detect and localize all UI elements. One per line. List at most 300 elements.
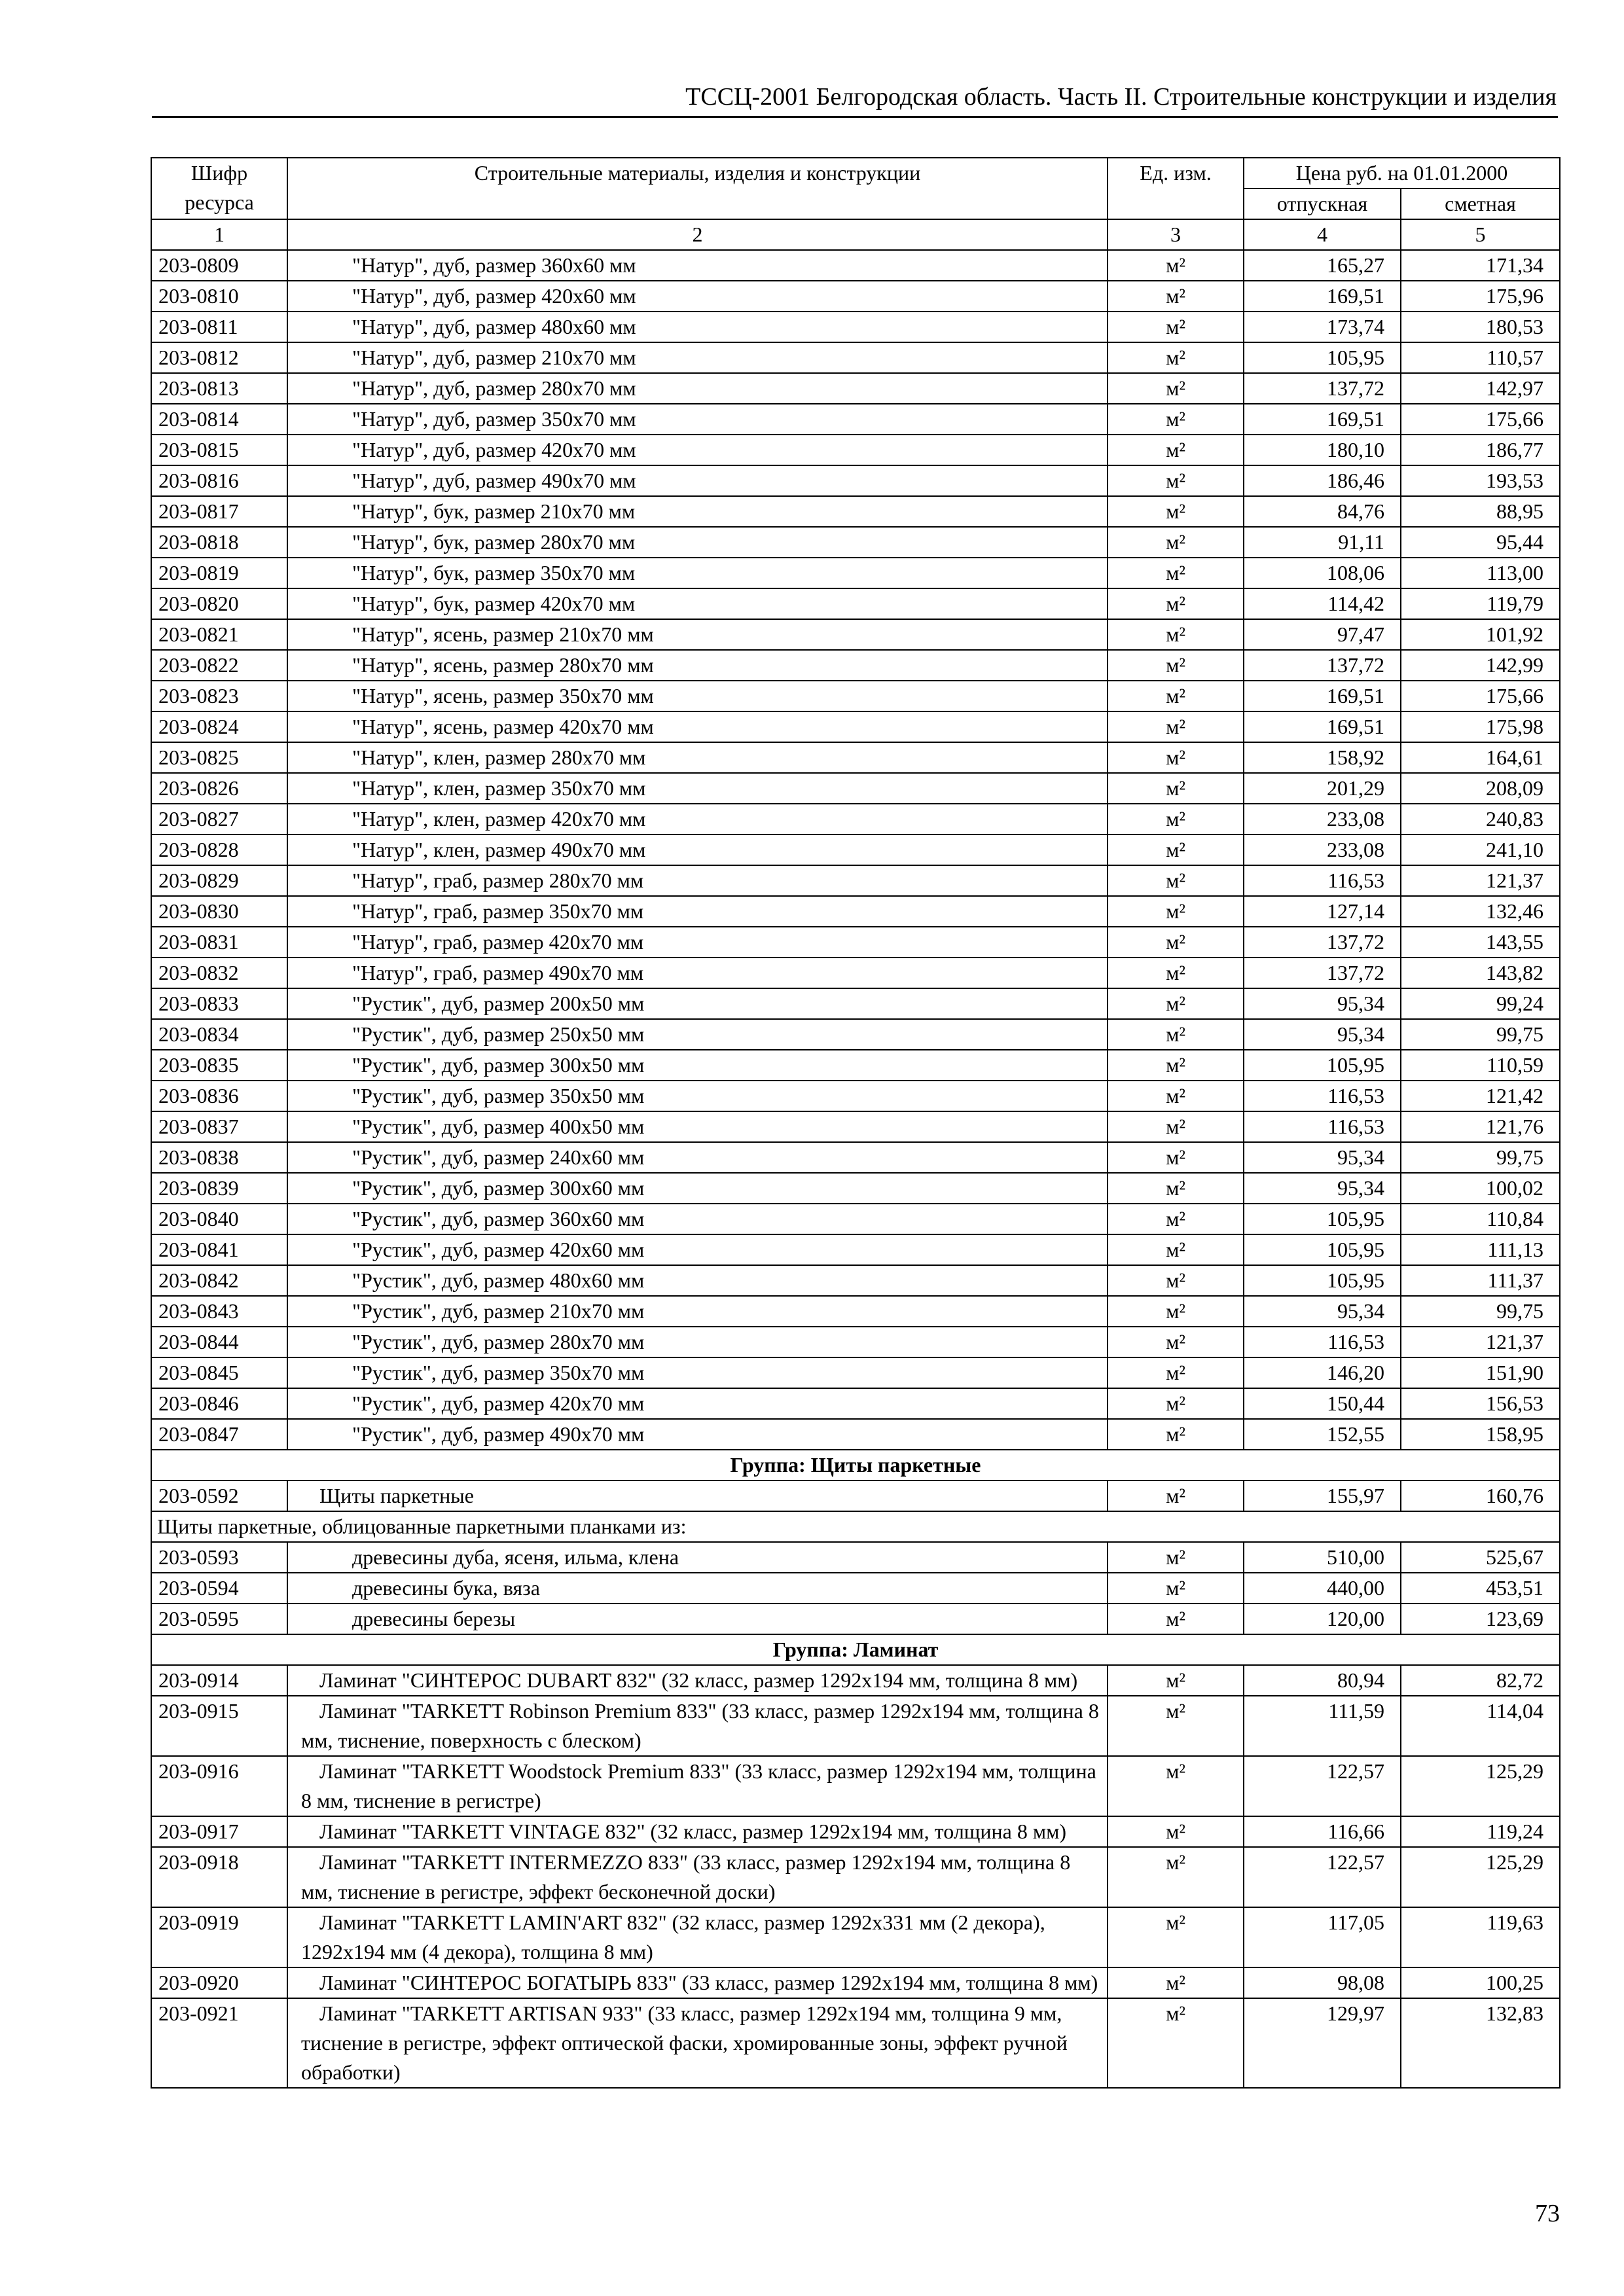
group-heading-row (151, 1450, 1560, 1480)
release-price: 122,57 (1244, 1847, 1401, 1907)
resource-code: 203-0836 (151, 1081, 287, 1111)
resource-code: 203-0846 (151, 1388, 287, 1419)
unit-cell: м² (1108, 496, 1244, 527)
table-row (151, 1696, 1560, 1756)
table-row (151, 1907, 1560, 1967)
resource-code: 203-0814 (151, 404, 287, 435)
header-unit: Ед. изм. (1108, 158, 1244, 219)
estimate-price: 241,10 (1401, 834, 1560, 865)
resource-code: 203-0921 (151, 1998, 287, 2088)
unit-cell: м² (1108, 1480, 1244, 1511)
col-number: 5 (1401, 219, 1560, 250)
table-row (151, 1388, 1560, 1419)
resource-name: "Натур", ясень, размер 420х70 мм (287, 711, 1108, 742)
table-row (151, 742, 1560, 773)
resource-code: 203-0825 (151, 742, 287, 773)
resource-code: 203-0595 (151, 1604, 287, 1634)
resource-name: "Рустик", дуб, размер 250х50 мм (287, 1019, 1108, 1050)
table-row (151, 927, 1560, 958)
resource-code: 203-0831 (151, 927, 287, 958)
resource-code: 203-0829 (151, 865, 287, 896)
release-price: 95,34 (1244, 988, 1401, 1019)
estimate-price: 100,25 (1401, 1967, 1560, 1998)
resource-name: Ламинат "СИНТЕРОС DUBART 832" (32 класс, размер 1292х194 мм, толщина 8 мм) (287, 1665, 1108, 1696)
release-price: 146,20 (1244, 1357, 1401, 1388)
unit-cell: м² (1108, 742, 1244, 773)
resource-name: "Натур", ясень, размер 210х70 мм (287, 619, 1108, 650)
table-row (151, 588, 1560, 619)
resource-name: "Натур", дуб, размер 490х70 мм (287, 465, 1108, 496)
release-price: 95,34 (1244, 1296, 1401, 1327)
unit-cell: м² (1108, 773, 1244, 804)
estimate-price: 88,95 (1401, 496, 1560, 527)
resource-name: "Натур", бук, размер 350х70 мм (287, 558, 1108, 588)
unit-cell: м² (1108, 1665, 1244, 1696)
table-row (151, 558, 1560, 588)
resource-code: 203-0822 (151, 650, 287, 681)
group-heading-row (151, 1634, 1560, 1665)
resource-name: "Натур", дуб, размер 280х70 мм (287, 373, 1108, 404)
table-row (151, 1998, 1560, 2088)
estimate-price: 160,76 (1401, 1480, 1560, 1511)
resource-code: 203-0837 (151, 1111, 287, 1142)
unit-cell: м² (1108, 988, 1244, 1019)
resource-code: 203-0812 (151, 342, 287, 373)
header-code: Шифр ресурса (151, 158, 287, 219)
table-row (151, 281, 1560, 312)
resource-code: 203-0840 (151, 1204, 287, 1234)
resource-code: 203-0809 (151, 250, 287, 281)
resource-code: 203-0828 (151, 834, 287, 865)
resource-name: "Натур", клен, размер 280х70 мм (287, 742, 1108, 773)
unit-cell: м² (1108, 1388, 1244, 1419)
estimate-price: 158,95 (1401, 1419, 1560, 1450)
price-table-body (151, 158, 1560, 2088)
unit-cell: м² (1108, 281, 1244, 312)
resource-name: "Рустик", дуб, размер 400х50 мм (287, 1111, 1108, 1142)
unit-cell: м² (1108, 1142, 1244, 1173)
release-price: 169,51 (1244, 711, 1401, 742)
estimate-price: 125,29 (1401, 1756, 1560, 1816)
table-row (151, 1542, 1560, 1573)
resource-code: 203-0811 (151, 312, 287, 342)
unit-cell: м² (1108, 1327, 1244, 1357)
resource-name: Ламинат "TARKETT Woodstock Premium 833" (33 класс, размер 1292х194 мм, толщина 8 мм, тиснение в регистре) (287, 1756, 1108, 1816)
release-price: 105,95 (1244, 342, 1401, 373)
resource-name: "Рустик", дуб, размер 200х50 мм (287, 988, 1108, 1019)
release-price: 233,08 (1244, 834, 1401, 865)
table-row (151, 1019, 1560, 1050)
table-row (151, 1265, 1560, 1296)
unit-cell: м² (1108, 1265, 1244, 1296)
resource-name: "Натур", клен, размер 490х70 мм (287, 834, 1108, 865)
release-price: 95,34 (1244, 1142, 1401, 1173)
table-row (151, 435, 1560, 465)
release-price: 105,95 (1244, 1234, 1401, 1265)
header-estimate: сметная (1401, 188, 1560, 219)
release-price: 165,27 (1244, 250, 1401, 281)
unit-cell: м² (1108, 1204, 1244, 1234)
unit-cell: м² (1108, 1296, 1244, 1327)
unit-cell: м² (1108, 1234, 1244, 1265)
estimate-price: 121,37 (1401, 865, 1560, 896)
estimate-price: 175,96 (1401, 281, 1560, 312)
resource-code: 203-0832 (151, 958, 287, 988)
unit-cell: м² (1108, 1542, 1244, 1573)
resource-code: 203-0847 (151, 1419, 287, 1450)
unit-cell: м² (1108, 711, 1244, 742)
resource-code: 203-0844 (151, 1327, 287, 1357)
estimate-price: 111,13 (1401, 1234, 1560, 1265)
resource-name: "Натур", ясень, размер 280х70 мм (287, 650, 1108, 681)
resource-code: 203-0817 (151, 496, 287, 527)
section-subheading: Щиты паркетные, облицованные паркетными планками из: (151, 1511, 1560, 1542)
estimate-price: 143,82 (1401, 958, 1560, 988)
resource-name: "Рустик", дуб, размер 300х50 мм (287, 1050, 1108, 1081)
table-row (151, 527, 1560, 558)
resource-name: "Рустик", дуб, размер 240х60 мм (287, 1142, 1108, 1173)
table-row (151, 711, 1560, 742)
table-row (151, 1327, 1560, 1357)
estimate-price: 175,98 (1401, 711, 1560, 742)
release-price: 97,47 (1244, 619, 1401, 650)
estimate-price: 132,46 (1401, 896, 1560, 927)
resource-name: "Натур", бук, размер 280х70 мм (287, 527, 1108, 558)
resource-name: "Рустик", дуб, размер 350х50 мм (287, 1081, 1108, 1111)
unit-cell: м² (1108, 342, 1244, 373)
resource-code: 203-0826 (151, 773, 287, 804)
resource-name: "Натур", дуб, размер 360х60 мм (287, 250, 1108, 281)
release-price: 116,53 (1244, 865, 1401, 896)
release-price: 150,44 (1244, 1388, 1401, 1419)
resource-name: "Рустик", дуб, размер 490х70 мм (287, 1419, 1108, 1450)
resource-code: 203-0819 (151, 558, 287, 588)
table-row (151, 312, 1560, 342)
estimate-price: 453,51 (1401, 1573, 1560, 1604)
unit-cell: м² (1108, 404, 1244, 435)
unit-cell: м² (1108, 1573, 1244, 1604)
estimate-price: 114,04 (1401, 1696, 1560, 1756)
resource-code: 203-0593 (151, 1542, 287, 1573)
resource-code: 203-0843 (151, 1296, 287, 1327)
col-number: 4 (1244, 219, 1401, 250)
estimate-price: 119,24 (1401, 1816, 1560, 1847)
unit-cell: м² (1108, 312, 1244, 342)
unit-cell: м² (1108, 1019, 1244, 1050)
resource-code: 203-0827 (151, 804, 287, 834)
unit-cell: м² (1108, 896, 1244, 927)
resource-code: 203-0920 (151, 1967, 287, 1998)
resource-name: Ламинат "TARKETT VINTAGE 832" (32 класс, размер 1292х194 мм, толщина 8 мм) (287, 1816, 1108, 1847)
unit-cell: м² (1108, 1967, 1244, 1998)
document-title: ТССЦ-2001 Белгородская область. Часть II. Строительные конструкции и изделия (685, 83, 1557, 111)
resource-name: "Рустик", дуб, размер 300х60 мм (287, 1173, 1108, 1204)
release-price: 186,46 (1244, 465, 1401, 496)
estimate-price: 110,84 (1401, 1204, 1560, 1234)
column-number-row (151, 219, 1560, 250)
estimate-price: 186,77 (1401, 435, 1560, 465)
estimate-price: 110,59 (1401, 1050, 1560, 1081)
resource-name: "Натур", дуб, размер 350х70 мм (287, 404, 1108, 435)
resource-name: древесины березы (287, 1604, 1108, 1634)
estimate-price: 111,37 (1401, 1265, 1560, 1296)
resource-name: "Натур", клен, размер 420х70 мм (287, 804, 1108, 834)
unit-cell: м² (1108, 1081, 1244, 1111)
resource-code: 203-0833 (151, 988, 287, 1019)
estimate-price: 99,24 (1401, 988, 1560, 1019)
estimate-price: 142,99 (1401, 650, 1560, 681)
table-row (151, 342, 1560, 373)
estimate-price: 101,92 (1401, 619, 1560, 650)
resource-code: 203-0919 (151, 1907, 287, 1967)
release-price: 116,53 (1244, 1327, 1401, 1357)
estimate-price: 82,72 (1401, 1665, 1560, 1696)
table-row (151, 250, 1560, 281)
resource-code: 203-0813 (151, 373, 287, 404)
release-price: 105,95 (1244, 1050, 1401, 1081)
unit-cell: м² (1108, 619, 1244, 650)
resource-code: 203-0820 (151, 588, 287, 619)
table-row (151, 1967, 1560, 1998)
unit-cell: м² (1108, 865, 1244, 896)
unit-cell: м² (1108, 1050, 1244, 1081)
estimate-price: 180,53 (1401, 312, 1560, 342)
resource-code: 203-0594 (151, 1573, 287, 1604)
estimate-price: 143,55 (1401, 927, 1560, 958)
release-price: 169,51 (1244, 681, 1401, 711)
resource-code: 203-0824 (151, 711, 287, 742)
unit-cell: м² (1108, 681, 1244, 711)
unit-cell: м² (1108, 465, 1244, 496)
resource-name: "Рустик", дуб, размер 210х70 мм (287, 1296, 1108, 1327)
table-row (151, 681, 1560, 711)
resource-code: 203-0818 (151, 527, 287, 558)
estimate-price: 156,53 (1401, 1388, 1560, 1419)
resource-name: Ламинат "TARKETT ARTISAN 933" (33 класс, размер 1292х194 мм, толщина 9 мм, тиснение в регистре, эффект оптической фаски, хромированные зоны, эффект ручной обработки) (287, 1998, 1108, 2088)
table-row (151, 373, 1560, 404)
release-price: 120,00 (1244, 1604, 1401, 1634)
release-price: 510,00 (1244, 1542, 1401, 1573)
table-row (151, 1081, 1560, 1111)
unit-cell: м² (1108, 927, 1244, 958)
unit-cell: м² (1108, 1756, 1244, 1816)
page-number: 73 (1535, 2200, 1560, 2227)
table-row (151, 619, 1560, 650)
estimate-price: 99,75 (1401, 1142, 1560, 1173)
resource-name: "Натур", граб, размер 280х70 мм (287, 865, 1108, 896)
table-row (151, 1142, 1560, 1173)
resource-name: "Натур", дуб, размер 210х70 мм (287, 342, 1108, 373)
table-row (151, 1573, 1560, 1604)
resource-name: "Рустик", дуб, размер 420х70 мм (287, 1388, 1108, 1419)
resource-code: 203-0841 (151, 1234, 287, 1265)
resource-name: "Рустик", дуб, размер 420х60 мм (287, 1234, 1108, 1265)
release-price: 91,11 (1244, 527, 1401, 558)
unit-cell: м² (1108, 588, 1244, 619)
estimate-price: 240,83 (1401, 804, 1560, 834)
table-row (151, 1847, 1560, 1907)
unit-cell: м² (1108, 804, 1244, 834)
release-price: 137,72 (1244, 927, 1401, 958)
resource-name: "Натур", бук, размер 210х70 мм (287, 496, 1108, 527)
table-row (151, 1204, 1560, 1234)
release-price: 95,34 (1244, 1019, 1401, 1050)
resource-name: "Рустик", дуб, размер 360х60 мм (287, 1204, 1108, 1234)
table-row (151, 958, 1560, 988)
col-number: 1 (151, 219, 287, 250)
resource-code: 203-0838 (151, 1142, 287, 1173)
price-table (151, 157, 1561, 2089)
unit-cell: м² (1108, 250, 1244, 281)
release-price: 105,95 (1244, 1265, 1401, 1296)
resource-name: Ламинат "TARKETT LAMIN'ART 832" (32 класс, размер 1292х331 мм (2 декора), 1292х194 мм (4 декора), толщина 8 мм) (287, 1907, 1108, 1967)
resource-code: 203-0918 (151, 1847, 287, 1907)
header-price: Цена руб. на 01.01.2000 (1244, 158, 1560, 188)
release-price: 108,06 (1244, 558, 1401, 588)
estimate-price: 175,66 (1401, 404, 1560, 435)
resource-name: "Рустик", дуб, размер 280х70 мм (287, 1327, 1108, 1357)
resource-code: 203-0842 (151, 1265, 287, 1296)
estimate-price: 142,97 (1401, 373, 1560, 404)
table-row (151, 1419, 1560, 1450)
table-row (151, 1480, 1560, 1511)
table-row (151, 465, 1560, 496)
table-row (151, 834, 1560, 865)
release-price: 155,97 (1244, 1480, 1401, 1511)
release-price: 173,74 (1244, 312, 1401, 342)
estimate-price: 171,34 (1401, 250, 1560, 281)
estimate-price: 113,00 (1401, 558, 1560, 588)
release-price: 233,08 (1244, 804, 1401, 834)
table-row (151, 988, 1560, 1019)
table-row (151, 496, 1560, 527)
resource-name: древесины дуба, ясеня, ильма, клена (287, 1542, 1108, 1573)
release-price: 116,66 (1244, 1816, 1401, 1847)
estimate-price: 132,83 (1401, 1998, 1560, 2088)
release-price: 137,72 (1244, 650, 1401, 681)
estimate-price: 193,53 (1401, 465, 1560, 496)
table-row (151, 1357, 1560, 1388)
table-row (151, 1604, 1560, 1634)
release-price: 84,76 (1244, 496, 1401, 527)
resource-name: "Натур", дуб, размер 420х60 мм (287, 281, 1108, 312)
table-row (151, 650, 1560, 681)
release-price: 116,53 (1244, 1081, 1401, 1111)
section-subheading-row (151, 1511, 1560, 1542)
unit-cell: м² (1108, 558, 1244, 588)
estimate-price: 99,75 (1401, 1296, 1560, 1327)
release-price: 114,42 (1244, 588, 1401, 619)
resource-code: 203-0816 (151, 465, 287, 496)
resource-name: Ламинат "TARKETT Robinson Premium 833" (33 класс, размер 1292х194 мм, толщина 8 мм, тиснение, поверхность с блеском) (287, 1696, 1108, 1756)
release-price: 105,95 (1244, 1204, 1401, 1234)
unit-cell: м² (1108, 1111, 1244, 1142)
resource-code: 203-0915 (151, 1696, 287, 1756)
table-row (151, 773, 1560, 804)
col-number: 3 (1108, 219, 1244, 250)
table-row (151, 1816, 1560, 1847)
unit-cell: м² (1108, 958, 1244, 988)
table-row (151, 1665, 1560, 1696)
estimate-price: 99,75 (1401, 1019, 1560, 1050)
resource-name: "Натур", граб, размер 420х70 мм (287, 927, 1108, 958)
table-row (151, 404, 1560, 435)
table-row (151, 865, 1560, 896)
estimate-price: 110,57 (1401, 342, 1560, 373)
resource-code: 203-0845 (151, 1357, 287, 1388)
estimate-price: 121,76 (1401, 1111, 1560, 1142)
unit-cell: м² (1108, 373, 1244, 404)
table-row (151, 1173, 1560, 1204)
unit-cell: м² (1108, 650, 1244, 681)
release-price: 122,57 (1244, 1756, 1401, 1816)
resource-name: "Натур", дуб, размер 480х60 мм (287, 312, 1108, 342)
unit-cell: м² (1108, 435, 1244, 465)
release-price: 116,53 (1244, 1111, 1401, 1142)
resource-name: Ламинат "СИНТЕРОС БОГАТЫРЬ 833" (33 класс, размер 1292х194 мм, толщина 8 мм) (287, 1967, 1108, 1998)
table-row (151, 1111, 1560, 1142)
resource-name: "Натур", ясень, размер 350х70 мм (287, 681, 1108, 711)
estimate-price: 121,42 (1401, 1081, 1560, 1111)
resource-code: 203-0821 (151, 619, 287, 650)
resource-code: 203-0916 (151, 1756, 287, 1816)
resource-name: "Натур", граб, размер 350х70 мм (287, 896, 1108, 927)
unit-cell: м² (1108, 1696, 1244, 1756)
estimate-price: 123,69 (1401, 1604, 1560, 1634)
release-price: 152,55 (1244, 1419, 1401, 1450)
resource-code: 203-0835 (151, 1050, 287, 1081)
group-heading: Группа: Ламинат (151, 1634, 1560, 1665)
release-price: 180,10 (1244, 435, 1401, 465)
resource-code: 203-0830 (151, 896, 287, 927)
release-price: 95,34 (1244, 1173, 1401, 1204)
resource-name: Щиты паркетные (287, 1480, 1108, 1511)
estimate-price: 119,79 (1401, 588, 1560, 619)
release-price: 127,14 (1244, 896, 1401, 927)
resource-code: 203-0592 (151, 1480, 287, 1511)
estimate-price: 151,90 (1401, 1357, 1560, 1388)
resource-code: 203-0914 (151, 1665, 287, 1696)
resource-code: 203-0839 (151, 1173, 287, 1204)
resource-code: 203-0810 (151, 281, 287, 312)
table-row (151, 804, 1560, 834)
unit-cell: м² (1108, 1907, 1244, 1967)
unit-cell: м² (1108, 1419, 1244, 1450)
resource-code: 203-0917 (151, 1816, 287, 1847)
release-price: 98,08 (1244, 1967, 1401, 1998)
release-price: 158,92 (1244, 742, 1401, 773)
release-price: 80,94 (1244, 1665, 1401, 1696)
page-header (152, 77, 1558, 118)
table-row (151, 1296, 1560, 1327)
table-row (151, 1756, 1560, 1816)
estimate-price: 208,09 (1401, 773, 1560, 804)
release-price: 117,05 (1244, 1907, 1401, 1967)
release-price: 440,00 (1244, 1573, 1401, 1604)
estimate-price: 125,29 (1401, 1847, 1560, 1907)
group-heading: Группа: Щиты паркетные (151, 1450, 1560, 1480)
resource-name: Ламинат "TARKETT INTERMEZZO 833" (33 класс, размер 1292х194 мм, толщина 8 мм, тиснение в регистре, эффект бесконечной доски) (287, 1847, 1108, 1907)
resource-name: "Натур", граб, размер 490х70 мм (287, 958, 1108, 988)
unit-cell: м² (1108, 1604, 1244, 1634)
table-row (151, 1050, 1560, 1081)
unit-cell: м² (1108, 1357, 1244, 1388)
table-row (151, 1234, 1560, 1265)
unit-cell: м² (1108, 834, 1244, 865)
col-number: 2 (287, 219, 1108, 250)
header-name: Строительные материалы, изделия и конструкции (287, 158, 1108, 219)
estimate-price: 121,37 (1401, 1327, 1560, 1357)
